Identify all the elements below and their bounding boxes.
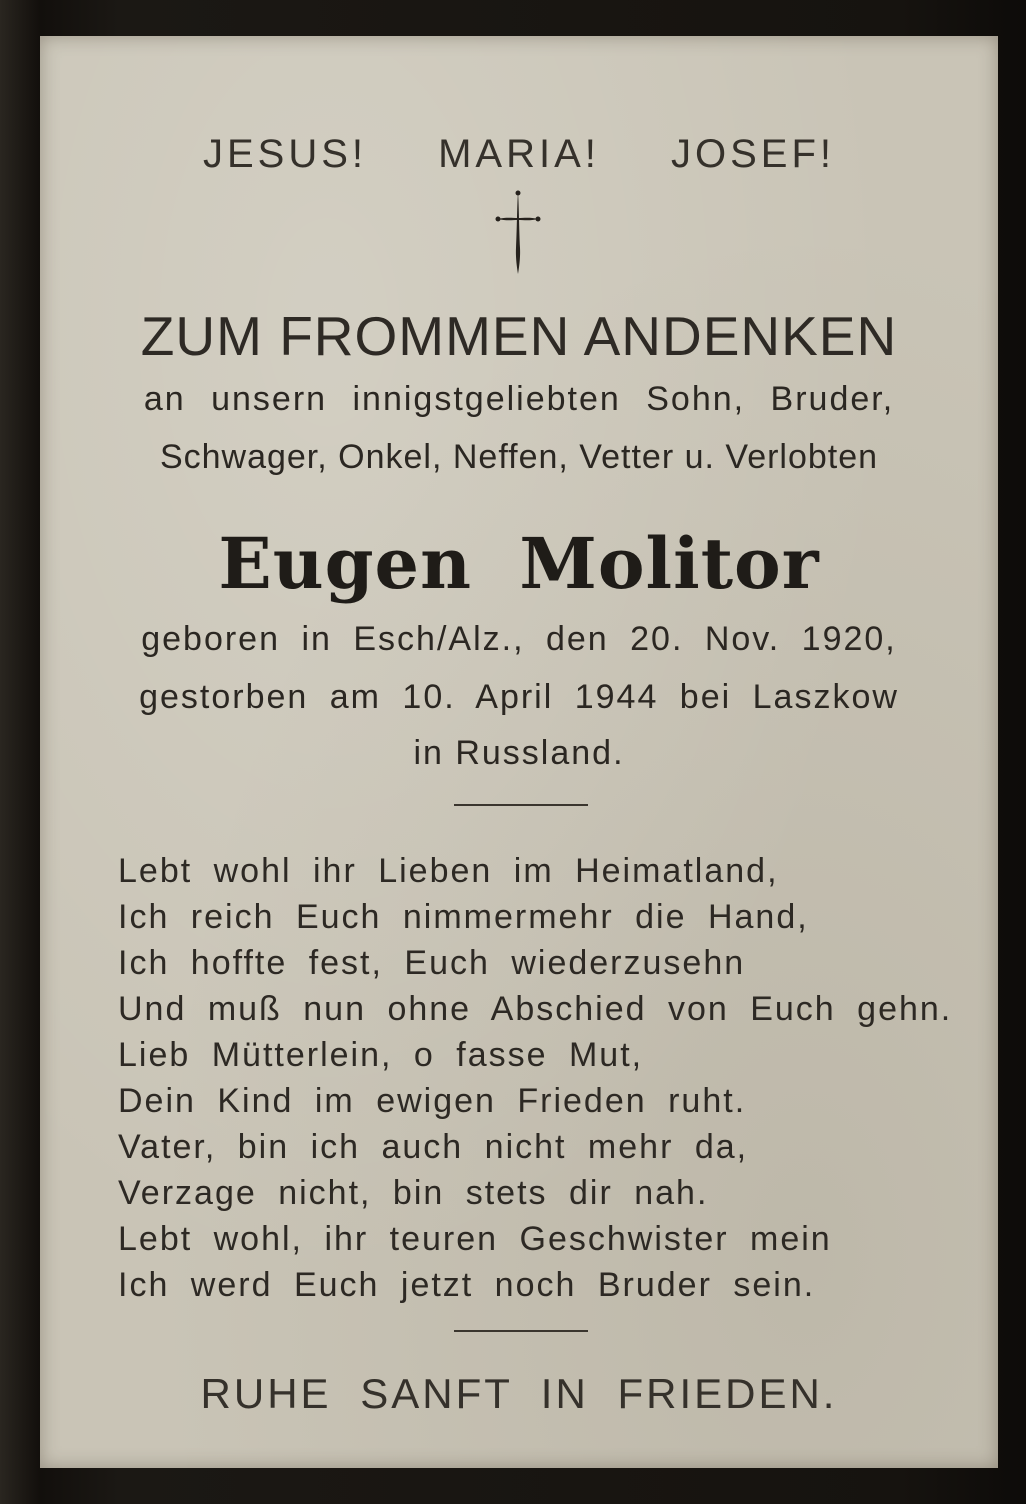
deceased-name: Eugen Molitor [218, 522, 820, 605]
poem-line: Ich hoffte fest, Euch wiederzusehn [118, 944, 746, 982]
relation-line-1: an unsern innigstgeliebten Sohn, Bruder, [143, 380, 895, 418]
poem-line: Dein Kind im ewigen Frieden ruht. [118, 1082, 747, 1120]
poem-line: Verzage nicht, bin stets dir nah. [118, 1174, 709, 1212]
poem-line: Lebt wohl ihr Lieben im Heimatland, [118, 852, 779, 890]
poem-line: Lebt wohl, ihr teuren Geschwister mein [118, 1220, 832, 1258]
heading-title: ZUM FROMMEN ANDENKEN [140, 305, 898, 367]
closing-text: RUHE SANFT IN FRIEDEN. [200, 1370, 838, 1417]
poem-line: Und muß nun ohne Abschied von Euch gehn. [118, 990, 953, 1028]
divider-rule [454, 1330, 588, 1332]
latin-cross-icon [488, 188, 548, 278]
death-place-line: in Russland. [413, 734, 625, 772]
divider-rule [454, 804, 588, 806]
poem-line: Vater, bin ich auch nicht mehr da, [118, 1128, 749, 1166]
poem-line: Ich werd Euch jetzt noch Bruder sein. [118, 1266, 816, 1304]
death-line: gestorben am 10. April 1944 bei Laszkow [139, 678, 899, 716]
relation-line-2: Schwager, Onkel, Neffen, Vetter u. Verlobten [159, 438, 879, 476]
poem-line: Lieb Mütterlein, o fasse Mut, [118, 1036, 644, 1074]
invocation-text: JESUS! MARIA! JOSEF! [202, 132, 836, 176]
memorial-card [40, 36, 998, 1468]
poem-line: Ich reich Euch nimmermehr die Hand, [118, 898, 809, 936]
birth-line: geboren in Esch/Alz., den 20. Nov. 1920, [141, 620, 897, 658]
poem [118, 848, 978, 1308]
